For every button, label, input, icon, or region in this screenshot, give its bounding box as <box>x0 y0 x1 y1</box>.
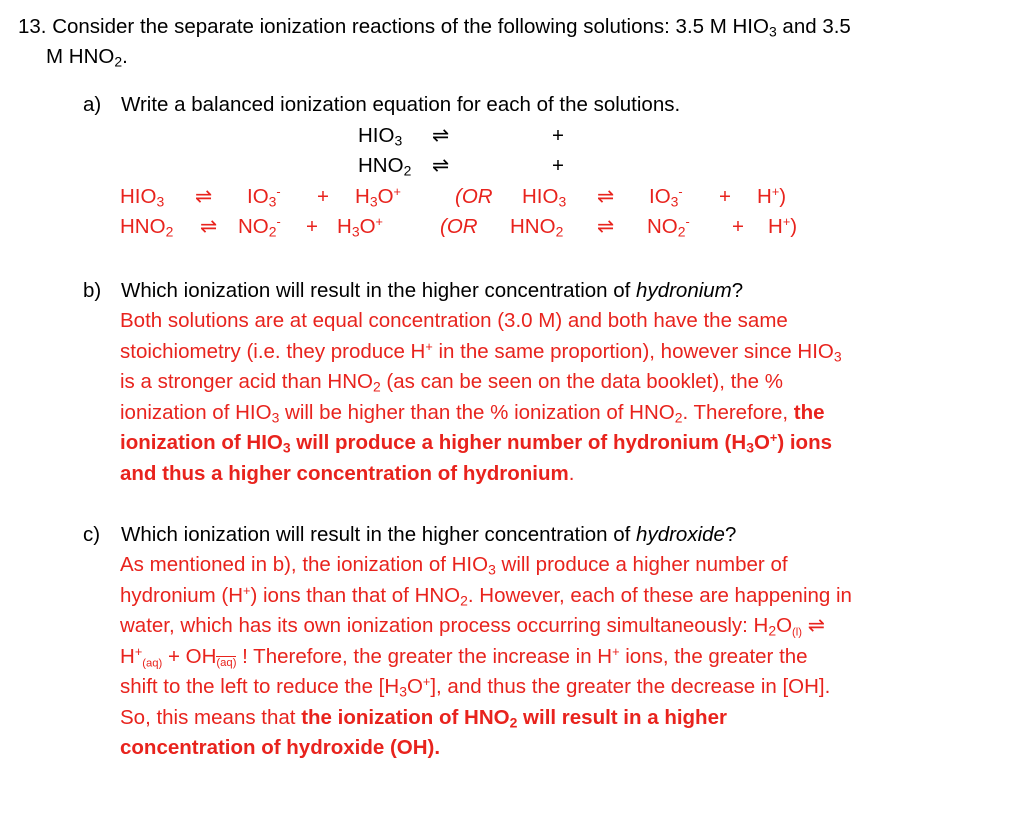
plus-sign: + <box>552 124 564 147</box>
equilibrium-arrow-icon: ⇌ <box>597 185 615 208</box>
part-c-answer: As mentioned in b), the ionization of $HIO_3$ will produce a higher number of hydronium (H+) ions than that of $HNO_2$. However, each of these are happening in water, which has its own ionization process occurring simultaneously: $H_2O(l)$ ⇌ H+(aq) + OH(aq) ! Therefore, the greater the increase in H+ ions, the greater the shift to the left to reduce the $[H_3O^+]$, and thus the greater the decrease in [OH]. So, this means that the ionization of $HNO_2$ will result in a higher concentration of hydroxide (OH). <box>120 553 852 759</box>
equilibrium-arrow-icon: ⇌ <box>597 215 615 238</box>
equilibrium-arrow-icon: ⇌ <box>432 154 450 177</box>
part-b-prompt: Which ionization will result in the higher concentration of hydronium? <box>121 279 744 302</box>
part-a-label: a) <box>83 93 102 116</box>
equilibrium-arrow-icon: ⇌ <box>807 614 825 637</box>
blank-equation-2: $HNO_2$ <box>358 154 412 179</box>
equilibrium-arrow-icon: ⇌ <box>432 124 450 147</box>
plus-sign: + <box>552 154 564 177</box>
blank-equation-1: $HIO_3$ <box>358 124 403 149</box>
equilibrium-arrow-icon: ⇌ <box>200 215 218 238</box>
equilibrium-arrow-icon: ⇌ <box>195 185 213 208</box>
part-c-prompt: Which ionization will result in the higher concentration of hydroxide? <box>121 523 737 546</box>
question-line-2: M $HNO_2$. <box>46 45 128 70</box>
question-number: 13. <box>18 15 47 38</box>
part-a-prompt: Write a balanced ionization equation for each of the solutions. <box>121 93 681 116</box>
question-line-1: 13. Consider the separate ionization reactions of the following solutions: 3.5 M $HIO_3$ and 3.5 <box>18 15 851 40</box>
part-b-answer: Both solutions are at equal concentration (3.0 M) and both have the same stoichiometry (i.e. they produce H+ in the same proportion), however since $HIO_3$ is a stronger acid than $HNO_2$ (as can be seen on the data booklet), the % ionization of $HIO_3$ will be higher than the % ionization of $HNO_2$. Therefore, the ionization of $HIO_3$ will produce a higher number of hydronium $(H_3O^+)$ ions and thus a higher concentration of hydronium. <box>120 309 842 485</box>
part-c-label: c) <box>83 523 101 546</box>
part-b-label: b) <box>83 279 102 302</box>
